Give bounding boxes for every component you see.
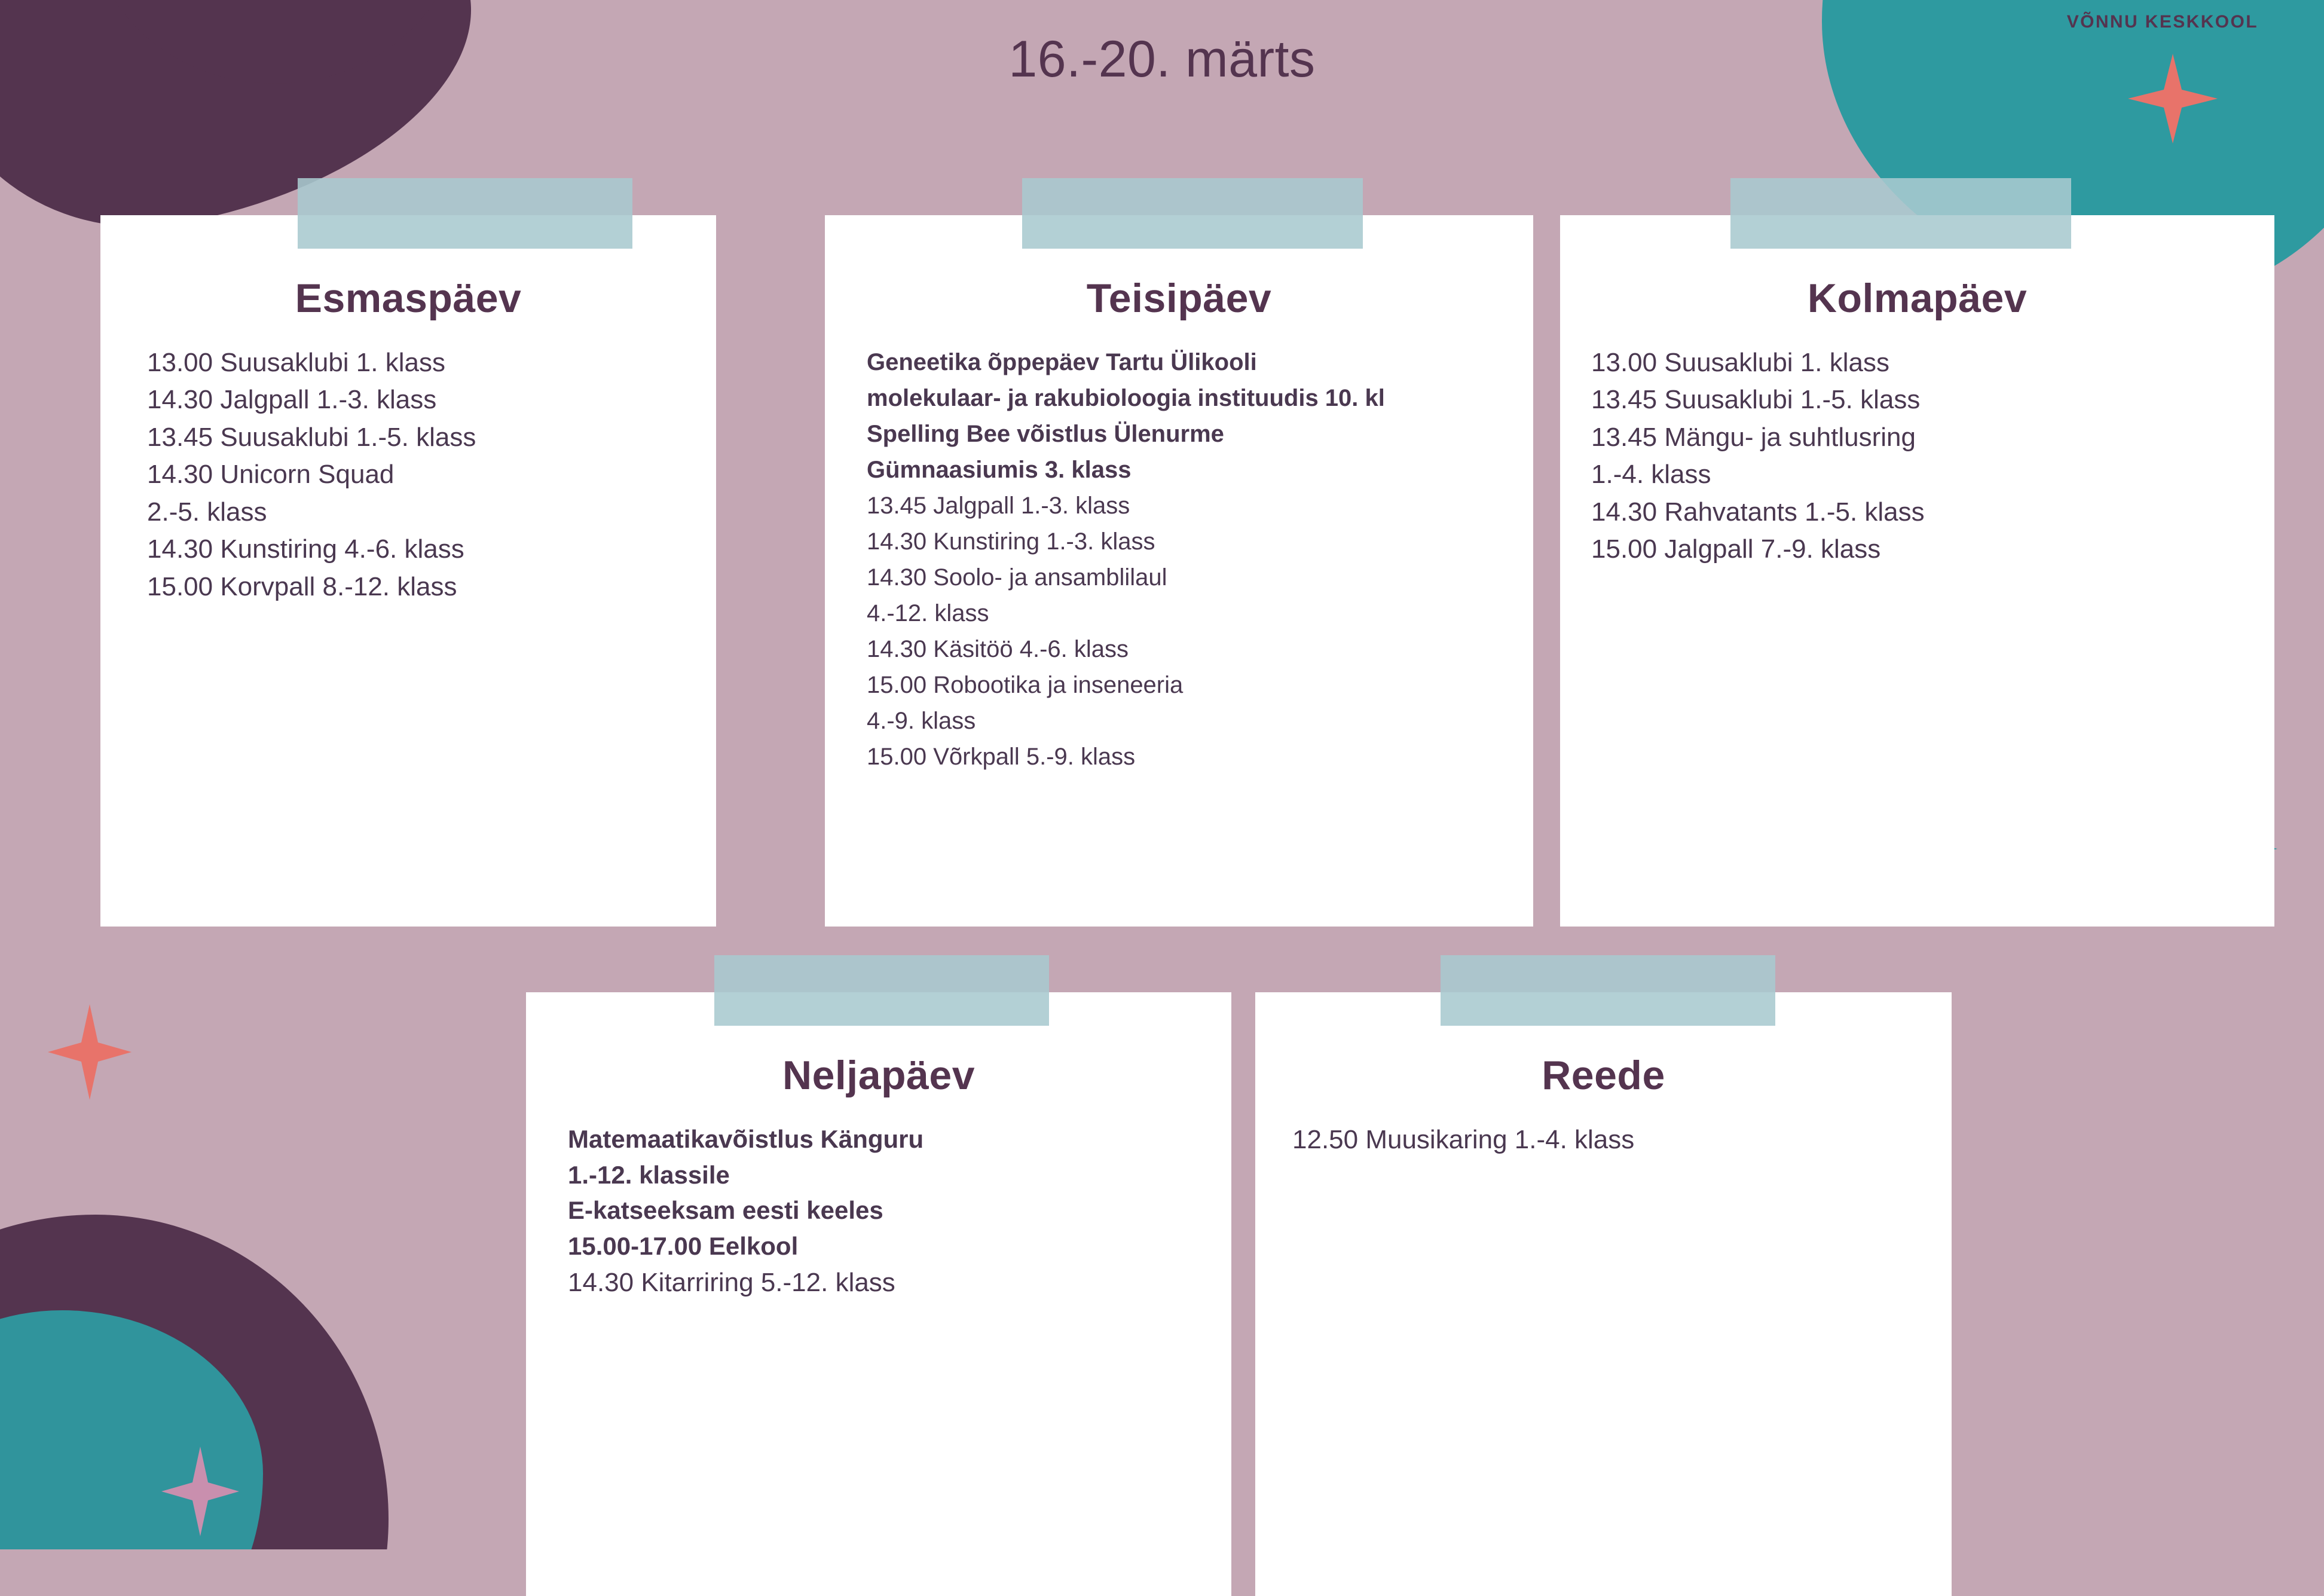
list-item: 14.30 Unicorn Squad <box>147 460 395 490</box>
list-item: 13.45 Jalgpall 1.-3. klass <box>867 493 1130 519</box>
list-item: 15.00 Korvpall 8.-12. klass <box>147 571 457 601</box>
page-title: 16.-20. märts <box>1008 30 1316 88</box>
list-item: 15.00 Robootika ja inseneeria <box>867 672 1184 698</box>
school-name: VÕNNU KESKKOOL <box>2066 12 2258 32</box>
list-item: Matemaatikavõistlus Känguru <box>568 1125 924 1153</box>
day-entry-list <box>526 1099 1231 1301</box>
list-item: 13.00 Suusaklubi 1. klass <box>1591 348 1889 377</box>
list-item: 4.-9. klass <box>867 708 976 734</box>
tape-strip <box>298 178 632 249</box>
day-title: Neljapäev <box>782 1053 976 1098</box>
day-title: Esmaspäev <box>295 276 522 321</box>
day-title: Reede <box>1542 1053 1665 1098</box>
day-entry-list <box>825 322 1533 775</box>
list-item: 13.45 Suusaklubi 1.-5. klass <box>147 422 476 452</box>
day-entry-list <box>100 322 716 606</box>
list-item: 14.30 Rahvatants 1.-5. klass <box>1591 497 1925 527</box>
day-card-tuesday <box>825 215 1533 927</box>
day-card-monday <box>100 215 716 927</box>
list-item: E-katseeksam eesti keeles <box>568 1196 883 1225</box>
list-item: Geneetika õppepäev Tartu Ülikooli <box>867 349 1257 375</box>
list-item: 14.30 Kitarriring 5.-12. klass <box>568 1267 895 1297</box>
tape-strip <box>1730 178 2071 249</box>
list-item: 4.-12. klass <box>867 600 989 626</box>
list-item: 14.30 Kunstiring 1.-3. klass <box>867 528 1155 555</box>
list-item: 1.-12. klassile <box>568 1160 730 1189</box>
list-item: 15.00 Jalgpall 7.-9. klass <box>1591 534 1881 564</box>
day-entry-list <box>1560 322 2274 568</box>
tape-strip <box>1022 178 1363 249</box>
list-item: 1.-4. klass <box>1591 460 1711 490</box>
day-card-thursday <box>526 992 1231 1596</box>
list-item: 13.00 Suusaklubi 1. klass <box>147 348 445 377</box>
list-item: 14.30 Käsitöö 4.-6. klass <box>867 636 1129 662</box>
list-item: 14.30 Kunstiring 4.-6. klass <box>147 534 464 564</box>
list-item: Gümnaasiumis 3. klass <box>867 457 1132 483</box>
tape-strip <box>714 955 1049 1026</box>
list-item: molekulaar- ja rakubioloogia instituudis 10. kl <box>867 385 1385 411</box>
day-card-wednesday <box>1560 215 2274 927</box>
day-entry-list <box>1255 1099 1952 1158</box>
tape-strip <box>1441 955 1775 1026</box>
day-title: Kolmapäev <box>1807 276 2028 321</box>
list-item: 14.30 Jalgpall 1.-3. klass <box>147 385 437 415</box>
list-item: 15.00-17.00 Eelkool <box>568 1231 799 1260</box>
list-item: 2.-5. klass <box>147 497 267 527</box>
sparkle-icon-left <box>48 1004 132 1100</box>
day-title: Teisipäev <box>1086 276 1272 321</box>
list-item: Spelling Bee võistlus Ülenurme <box>867 421 1224 447</box>
day-card-friday <box>1255 992 1952 1596</box>
list-item: 13.45 Mängu- ja suhtlusring <box>1591 422 1916 452</box>
list-item: 12.50 Muusikaring 1.-4. klass <box>1292 1125 1635 1154</box>
list-item: 15.00 Võrkpall 5.-9. klass <box>867 744 1136 770</box>
list-item: 14.30 Soolo- ja ansamblilaul <box>867 564 1167 591</box>
list-item: 13.45 Suusaklubi 1.-5. klass <box>1591 385 1921 415</box>
